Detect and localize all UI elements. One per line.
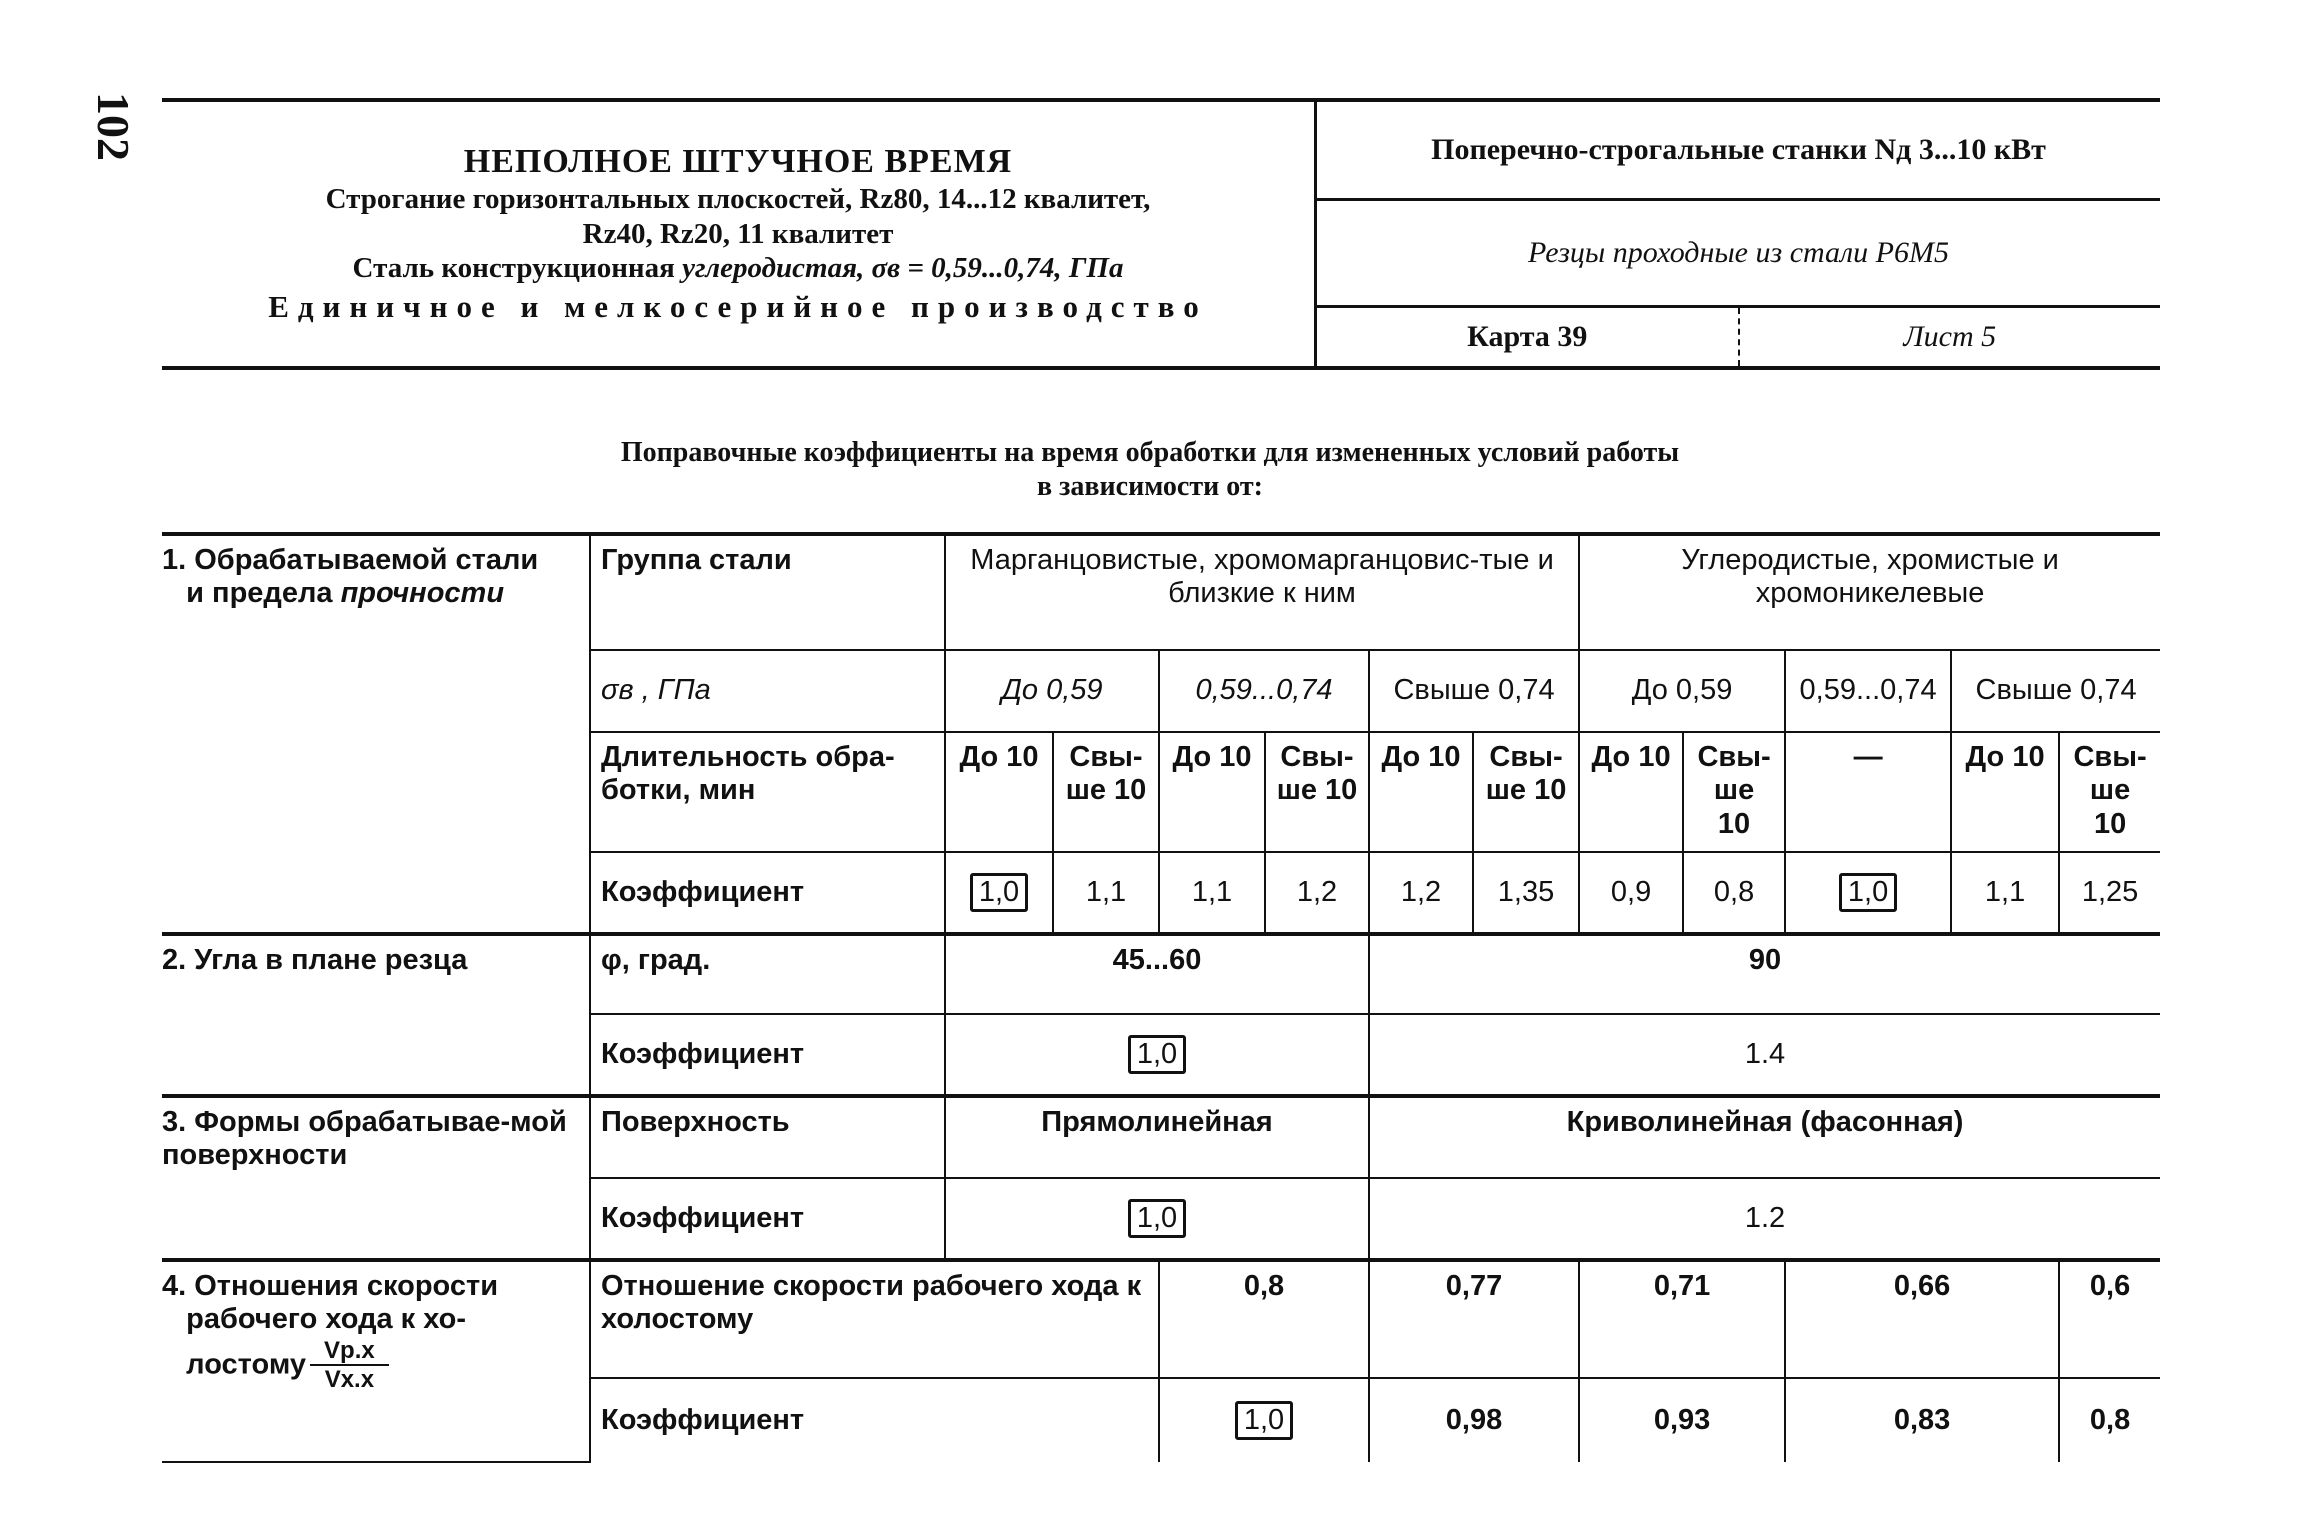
duration-value: Свы-ше 10	[1053, 732, 1159, 852]
duration-value: Свы-ше 10	[1683, 732, 1785, 852]
sigma-value: 0,59...0,74	[1785, 650, 1951, 732]
steel-group-manganese: Марганцовистые, хромомарганцовис-тые и близкие к ним	[945, 534, 1579, 650]
section-1-title-c: прочности	[340, 577, 505, 610]
table-caption	[400, 436, 1900, 503]
coefficient-value: 1,2	[1265, 852, 1369, 934]
steel-group-label: Группа стали	[590, 534, 945, 650]
header-tool: Резцы проходные из стали Р6М5	[1317, 201, 2160, 308]
page-number: 102	[88, 92, 139, 161]
speed-ratio-value: 0,6	[2059, 1260, 2160, 1378]
coefficient-value: 0,8	[1683, 852, 1785, 934]
header-line3	[353, 251, 1124, 285]
fraction-numerator: Vр.х	[310, 1337, 389, 1367]
header-line3-bold: Сталь конструкционная	[352, 251, 675, 284]
section-3-title: 3. Формы обрабатывае-мой поверхности	[162, 1096, 590, 1260]
coefficient-value: 1,1	[1159, 852, 1265, 934]
sigma-label: σв , ГПа	[590, 650, 945, 732]
section-4-title-b: рабочего хода к хо-	[186, 1303, 467, 1336]
duration-value: До 10	[1951, 732, 2059, 852]
base-coefficient-box: 1,0	[970, 873, 1028, 912]
speed-ratio-value: 0,66	[1785, 1260, 2059, 1378]
surface-label: Поверхность	[590, 1096, 945, 1178]
table-row	[162, 1096, 2160, 1178]
coefficient-value: 1.2	[1369, 1178, 2160, 1260]
angle-value: 45...60	[945, 934, 1369, 1014]
header-card: Карта 39	[1317, 308, 1740, 366]
coefficient-value	[945, 1014, 1369, 1096]
speed-ratio-value: 0,71	[1579, 1260, 1785, 1378]
header-line2: Rz40, Rz20, 11 квалитет	[582, 217, 894, 250]
sigma-value: 0,59...0,74	[1159, 650, 1369, 732]
header-card-sheet	[1317, 308, 2160, 366]
header-line1: Строгание горизонтальных плоскостей, Rz80, 14...12 квалитет,	[325, 183, 1151, 216]
coefficient-value: 1,35	[1473, 852, 1579, 934]
duration-value: До 10	[1369, 732, 1473, 852]
duration-value: Свы-ше 10	[1473, 732, 1579, 852]
section-1-title-b: и предела	[186, 577, 333, 610]
sheet-header	[162, 98, 2160, 370]
coefficient-label: Коэффициент	[590, 1378, 1159, 1462]
coefficient-value: 1,2	[1369, 852, 1473, 934]
header-info-block	[1314, 102, 2160, 366]
duration-value: До 10	[1159, 732, 1265, 852]
speed-ratio-value: 0,77	[1369, 1260, 1579, 1378]
caption-line2: в зависимости от:	[1037, 470, 1263, 502]
duration-value: Свы-ше 10	[2059, 732, 2160, 852]
duration-value: До 10	[945, 732, 1053, 852]
coefficient-value: 0,93	[1579, 1378, 1785, 1462]
surface-value: Криволинейная (фасонная)	[1369, 1096, 2160, 1178]
coefficient-value: 1.4	[1369, 1014, 2160, 1096]
header-title-block	[162, 102, 1314, 366]
coefficient-value: 1,25	[2059, 852, 2160, 934]
header-production-type: Единичное и мелкосерийное производство	[268, 289, 1208, 325]
fraction-denominator: Vх.х	[324, 1366, 375, 1394]
duration-value: До 10	[1579, 732, 1683, 852]
caption-line1: Поправочные коэффициенты на время обработки для измененных условий работы	[620, 437, 1680, 468]
section-4-title-c: лостому	[186, 1347, 307, 1380]
base-coefficient-box: 1,0	[1235, 1401, 1293, 1440]
table-row	[162, 934, 2160, 1014]
section-1-title-a: 1. Обрабатываемой стали	[162, 544, 539, 576]
speed-ratio-fraction	[310, 1337, 389, 1394]
coefficient-value: 1,1	[1053, 852, 1159, 934]
coefficient-label: Коэффициент	[590, 852, 945, 934]
speed-ratio-label: Отношение скорости рабочего хода к холостому	[590, 1260, 1159, 1378]
coefficient-value	[1159, 1378, 1369, 1462]
sigma-value: До 0,59	[1579, 650, 1785, 732]
correction-coefficients-table	[162, 532, 2160, 1463]
header-line3-italic: углеродистая,	[682, 251, 865, 284]
base-coefficient-box: 1,0	[1839, 873, 1897, 912]
coefficient-value: 0,83	[1785, 1378, 2059, 1462]
duration-value: Свы-ше 10	[1265, 732, 1369, 852]
section-1-title	[162, 534, 590, 934]
header-sheet: Лист 5	[1903, 320, 1997, 353]
coefficient-value	[945, 852, 1053, 934]
coefficient-value: 0,8	[2059, 1378, 2160, 1462]
table-row	[162, 534, 2160, 650]
coefficient-value: 0,9	[1579, 852, 1683, 934]
section-4-title-a: 4. Отношения скорости	[162, 1270, 499, 1302]
duration-value: —	[1785, 732, 1951, 852]
coefficient-value: 1,1	[1951, 852, 2059, 934]
section-4-title	[162, 1260, 590, 1462]
sigma-value: До 0,59	[945, 650, 1159, 732]
steel-group-carbon: Углеродистые, хромистые и хромоникелевые	[1579, 534, 2160, 650]
angle-value: 90	[1369, 934, 2160, 1014]
header-title: НЕПОЛНОЕ ШТУЧНОЕ ВРЕМЯ	[463, 143, 1013, 181]
speed-ratio-value: 0,8	[1159, 1260, 1369, 1378]
surface-value: Прямолинейная	[945, 1096, 1369, 1178]
coefficient-label: Коэффициент	[590, 1014, 945, 1096]
table-row	[162, 1260, 2160, 1378]
header-line3-sigma: σв = 0,59...0,74, ГПа	[871, 251, 1124, 284]
coefficient-value	[1785, 852, 1951, 934]
duration-label: Длительность обра-ботки, мин	[590, 732, 945, 852]
coefficient-label: Коэффициент	[590, 1178, 945, 1260]
header-machine: Поперечно-строгальные станки Nд 3...10 кВт	[1317, 102, 2160, 201]
base-coefficient-box: 1,0	[1128, 1035, 1186, 1074]
coefficient-value: 0,98	[1369, 1378, 1579, 1462]
coefficient-value	[945, 1178, 1369, 1260]
sigma-value: Свыше 0,74	[1951, 650, 2160, 732]
section-2-title: 2. Угла в плане резца	[162, 934, 590, 1096]
angle-label: φ, град.	[590, 934, 945, 1014]
base-coefficient-box: 1,0	[1128, 1199, 1186, 1238]
sigma-value: Свыше 0,74	[1369, 650, 1579, 732]
